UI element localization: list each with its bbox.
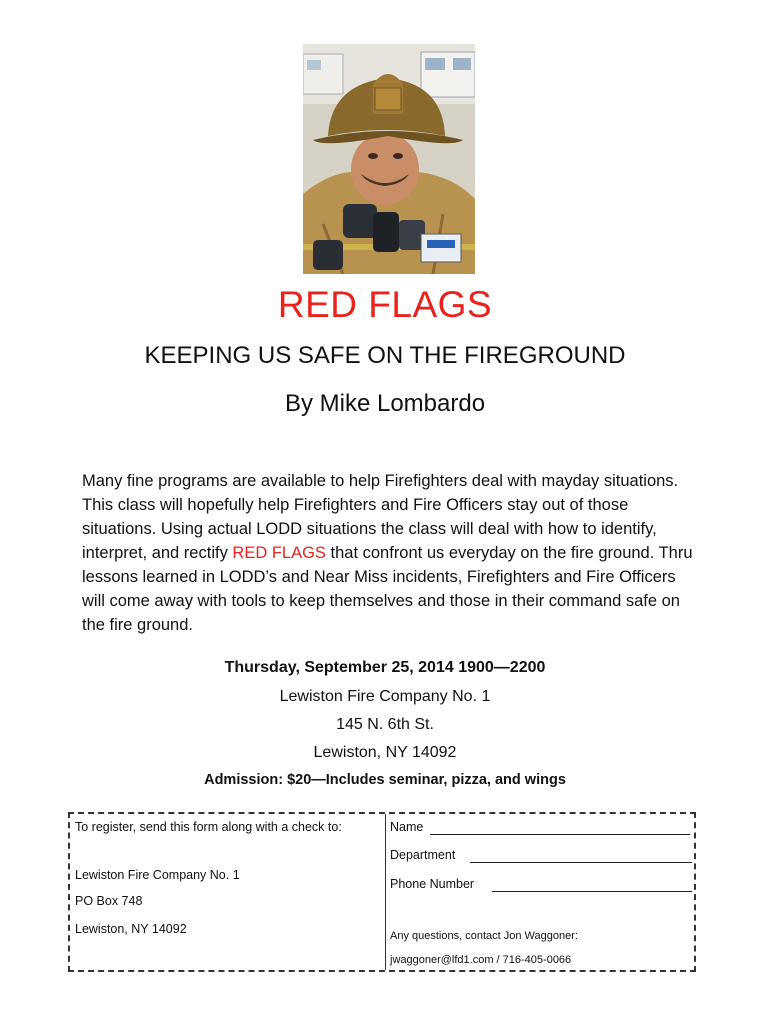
event-date-time: Thursday, September 25, 2014 1900—2200 bbox=[224, 659, 546, 676]
mailing-address-line-3: Lewiston, NY 14092 bbox=[75, 922, 187, 936]
mailing-address-line-2: PO Box 748 bbox=[75, 894, 143, 908]
event-city: Lewiston, NY 14092 bbox=[313, 744, 457, 761]
department-label: Department bbox=[390, 848, 456, 862]
description-part-1: Many fine programs are available to help Firefighters deal with mayday situations. This class will hopefully help Firefighters and Fire Officers stay out of those situations. Using actual LODD situations the class will deal with how to identify, interpret, and rectify bbox=[82, 472, 679, 562]
department-field[interactable] bbox=[470, 862, 692, 863]
registration-form bbox=[68, 812, 696, 972]
contact-label: Any questions, contact Jon Waggoner: bbox=[390, 930, 578, 942]
registration-instructions: To register, send this form along with a check to: bbox=[75, 820, 342, 834]
event-street: 145 N. 6th St. bbox=[336, 716, 434, 733]
firefighter-photo bbox=[303, 44, 475, 274]
phone-field[interactable] bbox=[492, 891, 692, 892]
course-description bbox=[82, 469, 702, 637]
event-admission: Admission: $20—Includes seminar, pizza, and wings bbox=[204, 772, 566, 788]
phone-label: Phone Number bbox=[390, 877, 475, 891]
author-byline: By Mike Lombardo bbox=[284, 390, 486, 417]
flyer-title: RED FLAGS bbox=[277, 284, 493, 325]
flyer-subtitle: KEEPING US SAFE ON THE FIREGROUND bbox=[144, 342, 626, 369]
name-field[interactable] bbox=[430, 834, 690, 835]
contact-info: jwaggoner@lfd1.com / 716-405-0066 bbox=[390, 954, 572, 966]
mailing-address-line-1: Lewiston Fire Company No. 1 bbox=[75, 868, 240, 882]
description-part-2: that confront us everyday on the fire ground. Thru lessons learned in LODD’s and Near Miss incidents, Firefighters and Fire Officers will come away with tools to keep themselves and those in their command safe on the fire ground. bbox=[82, 544, 693, 634]
form-divider bbox=[385, 814, 386, 970]
name-label: Name bbox=[390, 820, 424, 834]
description-highlight: RED FLAGS bbox=[232, 544, 326, 562]
event-venue: Lewiston Fire Company No. 1 bbox=[279, 688, 491, 705]
